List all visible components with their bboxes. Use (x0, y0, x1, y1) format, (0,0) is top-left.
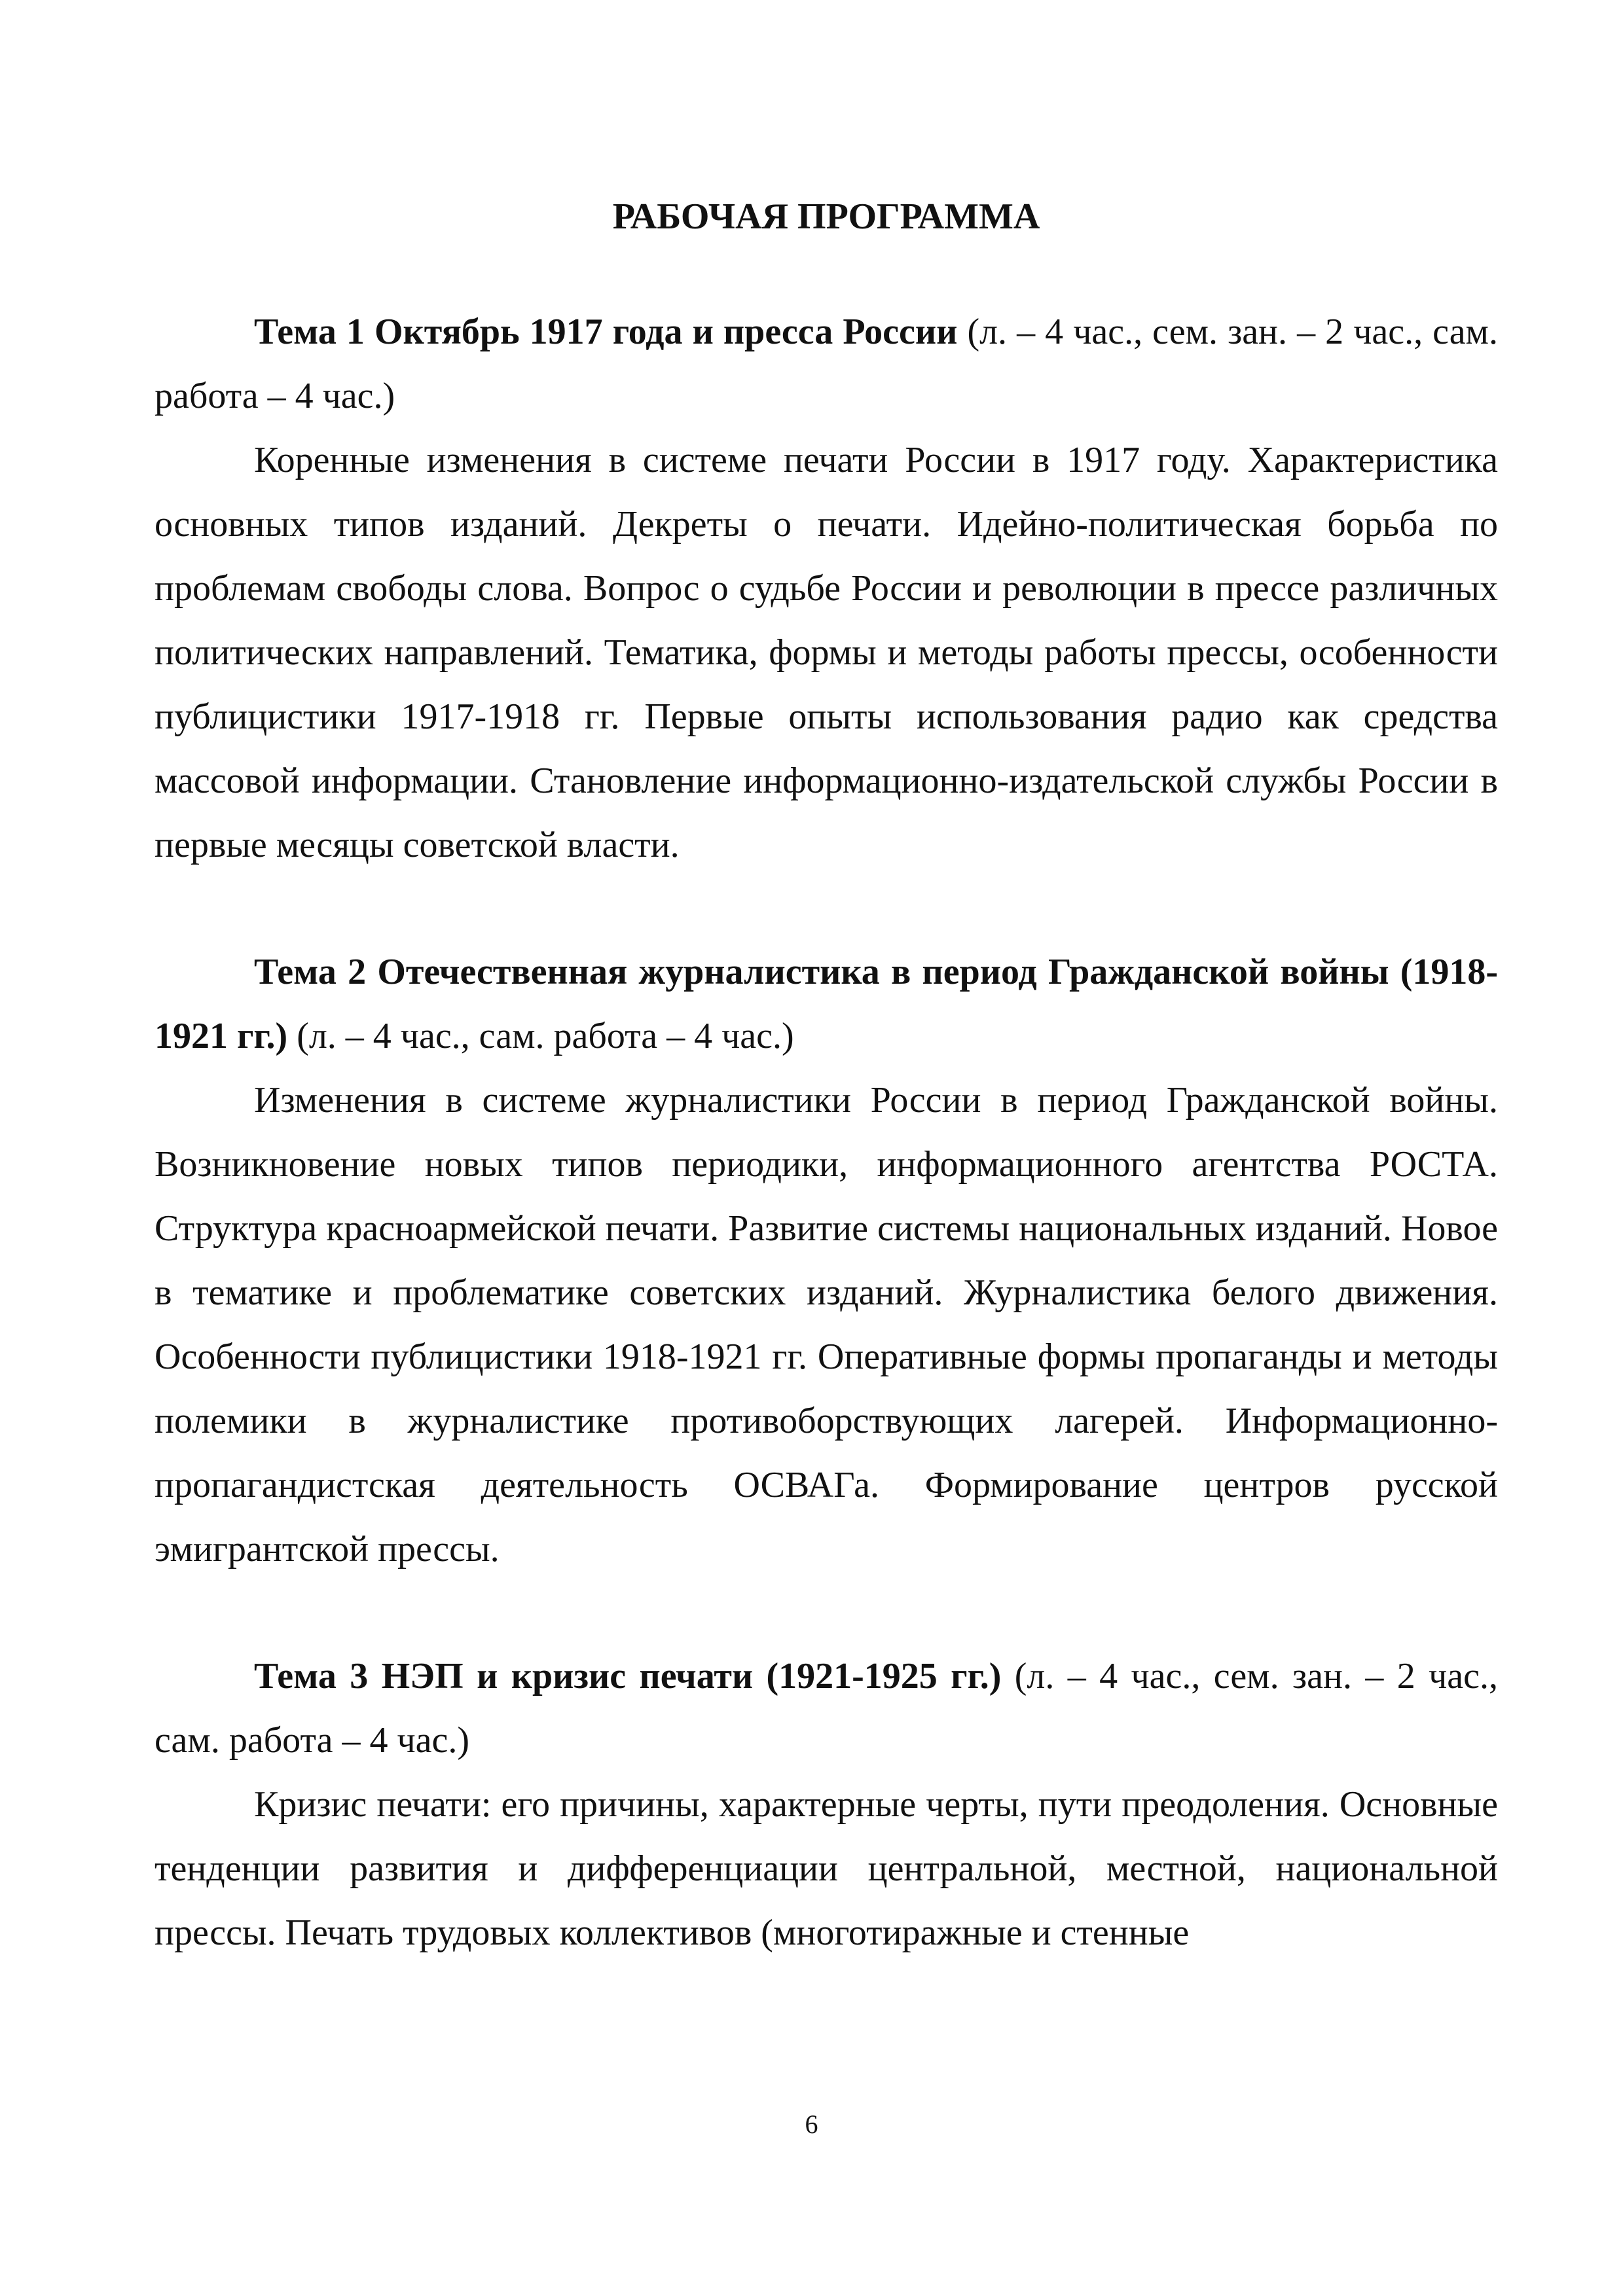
topic-title: Тема 2 Отечественная журналистика в период Гражданской войны (1918-1921 гг.) (155, 952, 1498, 1056)
document-title: РАБОЧАЯ ПРОГРАММА (612, 196, 1040, 237)
topic-hours: (л. – 4 час., сам. работа – 4 час.) (287, 1016, 794, 1056)
topic-heading (155, 1644, 1498, 1772)
topic-body: Кризис печати: его причины, характерные черты, пути преодоления. Основные тенденции развития и дифференциации центральной, местной, национальной прессы. Печать трудовых коллективов (многотиражные и стенные (155, 1784, 1498, 1953)
topic-title: Тема 1 Октябрь 1917 года и пресса России (254, 312, 958, 352)
topic-hours: (л. – 4 час., сем. зан. – 2 час., сам. работа – 4 час.) (155, 312, 1498, 416)
topic-title: Тема 3 НЭП и кризис печати (1921-1925 гг.) (254, 1656, 1002, 1696)
page-number: 6 (805, 2109, 818, 2139)
topic-hours: (л. – 4 час., сем. зан. – 2 час., сам. работа – 4 час.) (155, 1656, 1498, 1761)
topic-body: Изменения в системе журналистики России в период Гражданской войны. Возникновение новых типов периодики, информационного агентства РОСТА. Структура красноармейской печати. Развитие системы национальных изданий. Новое в тематике и проблематике советских изданий. Журналистика белого движения. Особенности публицистики 1918-1921 гг. Оперативные формы пропаганды и методы полемики в журналистике противоборствующих лагерей. Информационно-пропагандистская деятельность ОСВАГа. Формирование центров русской эмигрантской прессы. (155, 1080, 1498, 1570)
topic-3 (155, 1644, 1498, 1965)
topic-2 (155, 940, 1498, 1581)
page-content (155, 185, 1498, 1965)
topic-heading (155, 940, 1498, 1068)
topic-1 (155, 300, 1498, 877)
topic-body: Коренные изменения в системе печати России в 1917 году. Характеристика основных типов изданий. Декреты о печати. Идейно-политическая борьба по проблемам свободы слова. Вопрос о судьбе России и революции в прессе различных политических направлений. Тематика, формы и методы работы прессы, особенности публицистики 1917-1918 гг. Первые опыты использования радио как средства массовой информации. Становление информационно-издательской службы России в первые месяцы советской власти. (155, 440, 1498, 865)
topic-heading (155, 300, 1498, 428)
